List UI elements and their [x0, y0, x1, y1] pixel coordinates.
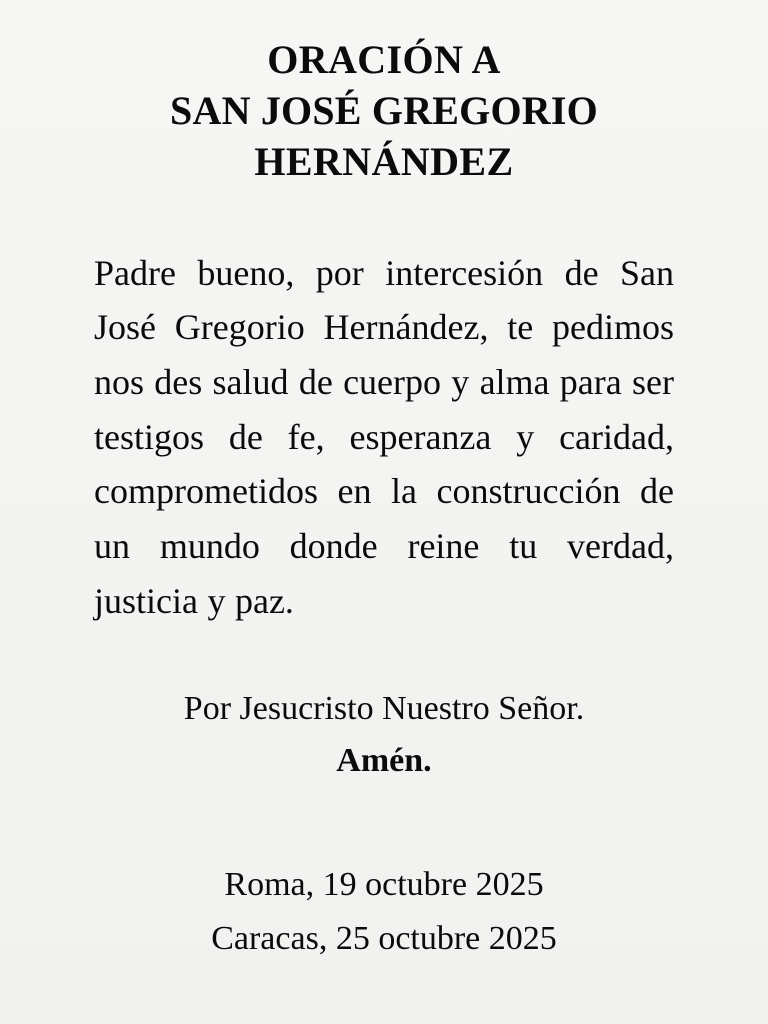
prayer-body — [56, 246, 712, 966]
closing-block — [94, 685, 674, 786]
bottom-spacer — [56, 965, 712, 1006]
title-line-1: ORACIÓN A — [267, 37, 501, 82]
title-line-3: HERNÁNDEZ — [254, 139, 514, 185]
closing-amen: Amén. — [336, 741, 432, 779]
place-line-rome: Roma, 19 octubre 2025 — [224, 865, 544, 903]
prayer-text: Padre bueno, por intercesión de San José Gregorio Hernández, te pedimos nos des salud de cuerpo y alma para ser testigos de fe, esperanza y caridad, comprometidos en la construcción de un mundo donde reine tu verdad, justicia y paz. — [94, 252, 674, 621]
title-line-2: SAN JOSÉ GREGORIO — [170, 88, 598, 134]
closing-lord-line: Por Jesucristo Nuestro Señor. — [183, 689, 585, 727]
page-title — [56, 34, 712, 188]
place-line-caracas: Caracas, 25 octubre 2025 — [211, 919, 557, 957]
places-block — [94, 858, 674, 965]
